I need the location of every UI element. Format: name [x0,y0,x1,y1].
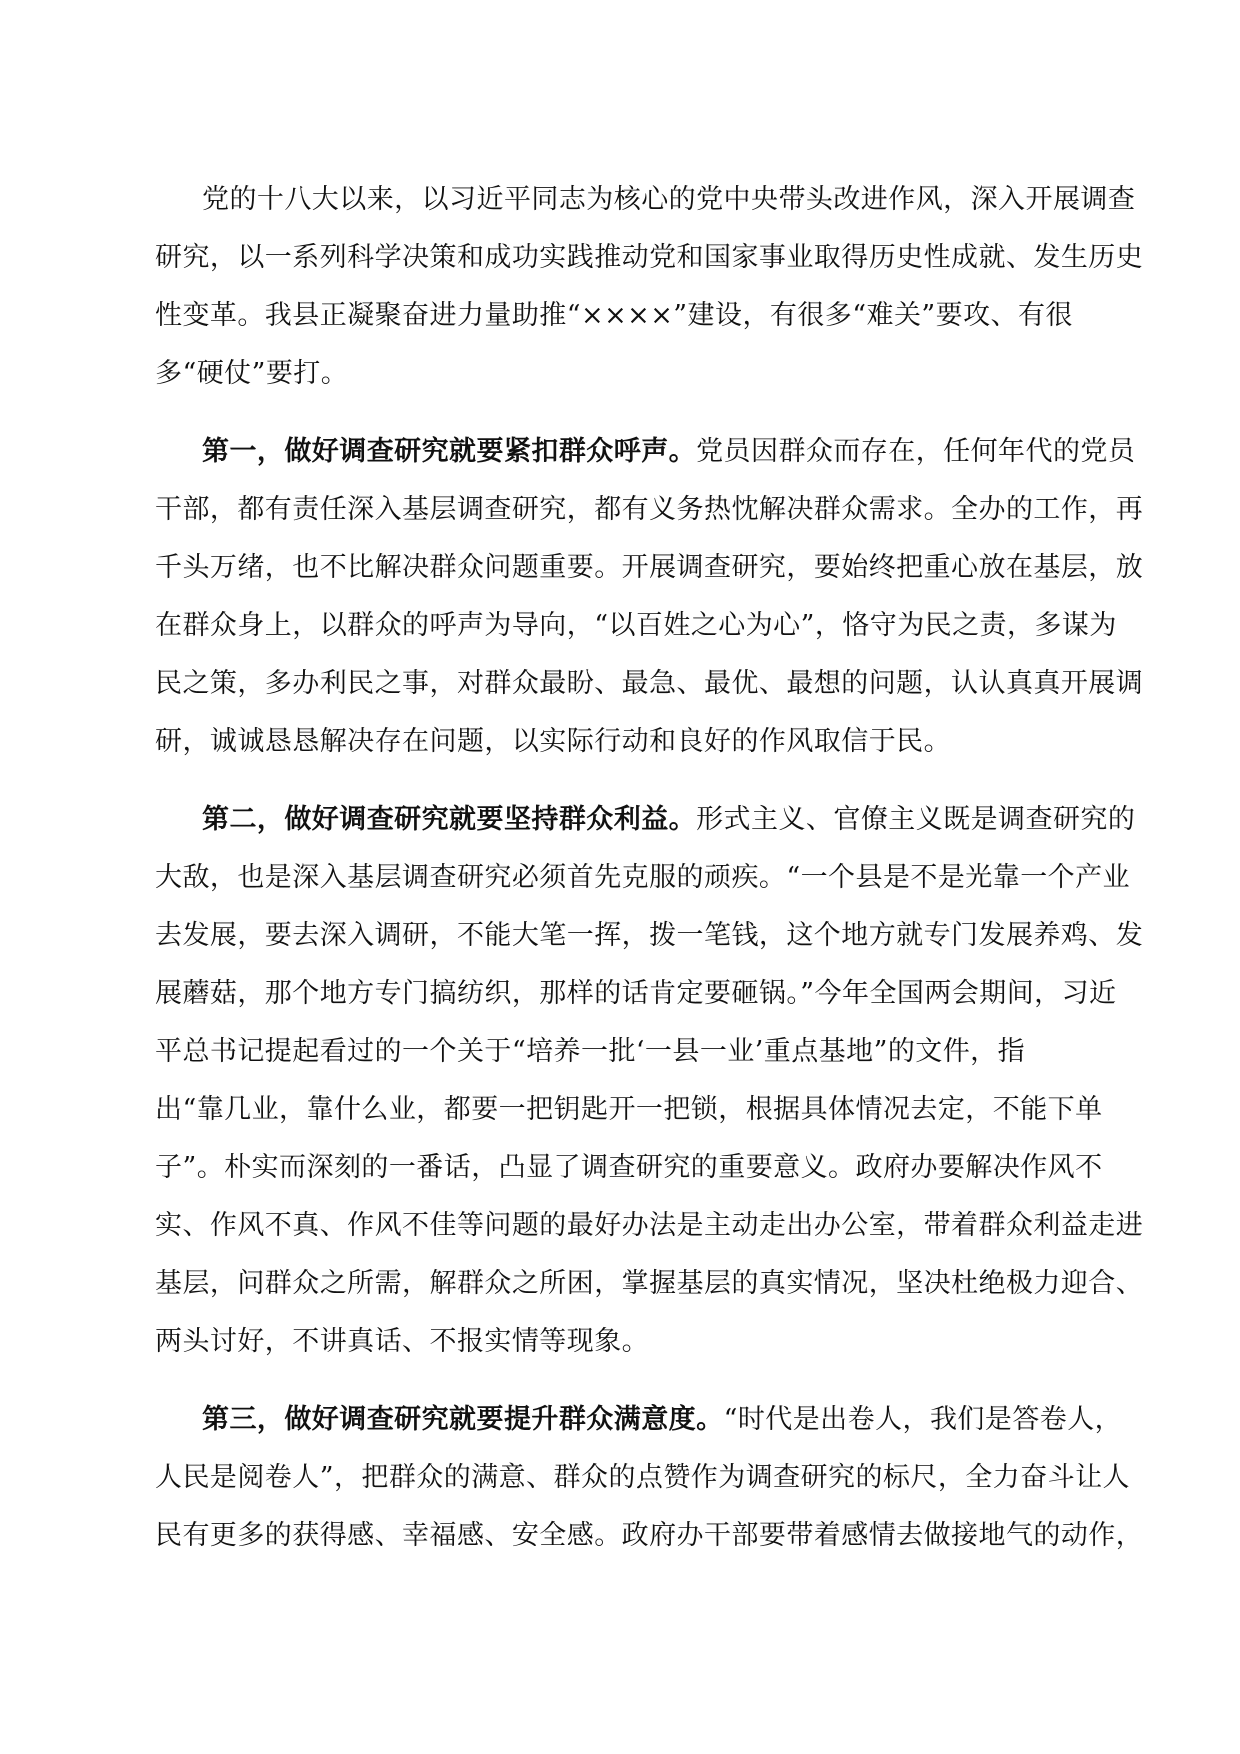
paragraph-1-line-3: 性变革。我县正凝聚奋进力量助推“××××”建设，有很多“难关”要攻、有很 [155,300,1073,331]
paragraph-4-line-2: 人民是阅卷人”，把群众的满意、群众的点赞作为调查研究的标尺，全力奋斗让人 [155,1462,1131,1493]
document-page [155,0,1144,1754]
paragraph-3-line-4: 展蘑菇，那个地方专门搞纺织，那样的话肯定要砸锅。”今年全国两会期间，习近 [155,978,1117,1009]
paragraph-3-line-3: 去发展，要去深入调研，不能大笔一挥，拨一笔钱，这个地方就专门发展养鸡、发 [155,920,1144,951]
paragraph-2-line-4: 在群众身上，以群众的呼声为导向，“以百姓之心为心”，恪守为民之责，多谋为 [155,610,1117,641]
paragraph-2-line-2: 干部，都有责任深入基层调查研究，都有义务热忱解决群众需求。全办的工作，再 [155,494,1144,525]
paragraph-4-heading: 第三，做好调查研究就要提升群众满意度。 [202,1404,724,1435]
paragraph-4-text: “时代是出卷人，我们是答卷人， [723,1404,1123,1435]
paragraph-3-line-6: 出“靠几业，靠什么业，都要一把钥匙开一把锁，根据具体情况去定，不能下单 [155,1094,1103,1125]
paragraph-3-text: 形式主义、官僚主义既是调查研究的 [696,804,1136,835]
paragraph-3-heading: 第二，做好调查研究就要坚持群众利益。 [202,804,697,835]
paragraph-1-line-2: 研究，以一系列科学决策和成功实践推动党和国家事业取得历史性成就、发生历史 [155,242,1144,273]
paragraph-2-heading: 第一，做好调查研究就要紧扣群众呼声。 [202,436,697,467]
paragraph-4-line-1 [202,1400,1122,1440]
paragraph-2-line-6: 研，诚诚恳恳解决存在问题，以实际行动和良好的作风取信于民。 [155,726,952,757]
paragraph-2-line-1 [202,432,1135,472]
paragraph-3-line-8: 实、作风不真、作风不佳等问题的最好办法是主动走出办公室，带着群众利益走进 [155,1210,1144,1241]
paragraph-2-line-5: 民之策，多办利民之事，对群众最盼、最急、最优、最想的问题，认认真真开展调 [155,668,1144,699]
paragraph-4-line-3: 民有更多的获得感、幸福感、安全感。政府办干部要带着感情去做接地气的动作， [155,1520,1144,1551]
paragraph-2-line-3: 千头万绪，也不比解决群众问题重要。开展调查研究，要始终把重心放在基层，放 [155,552,1144,583]
paragraph-3-line-7: 子”。朴实而深刻的一番话，凸显了调查研究的重要意义。政府办要解决作风不 [155,1152,1103,1183]
paragraph-2-text: 党员因群众而存在，任何年代的党员 [696,436,1136,467]
paragraph-1-line-1: 党的十八大以来，以习近平同志为核心的党中央带头改进作风，深入开展调查 [202,184,1136,215]
paragraph-3-line-9: 基层，问群众之所需，解群众之所困，掌握基层的真实情况，坚决杜绝极力迎合、 [155,1268,1144,1299]
paragraph-3-line-5: 平总书记提起看过的一个关于“培养一批‘一县一业’重点基地”的文件，指 [155,1036,1026,1067]
paragraph-3-line-10: 两头讨好，不讲真话、不报实情等现象。 [155,1326,650,1357]
paragraph-3-line-1 [202,800,1135,840]
paragraph-1-line-4: 多“硬仗”要打。 [155,358,349,389]
paragraph-3-line-2: 大敌，也是深入基层调查研究必须首先克服的顽疾。“一个县是不是光靠一个产业 [155,862,1131,893]
